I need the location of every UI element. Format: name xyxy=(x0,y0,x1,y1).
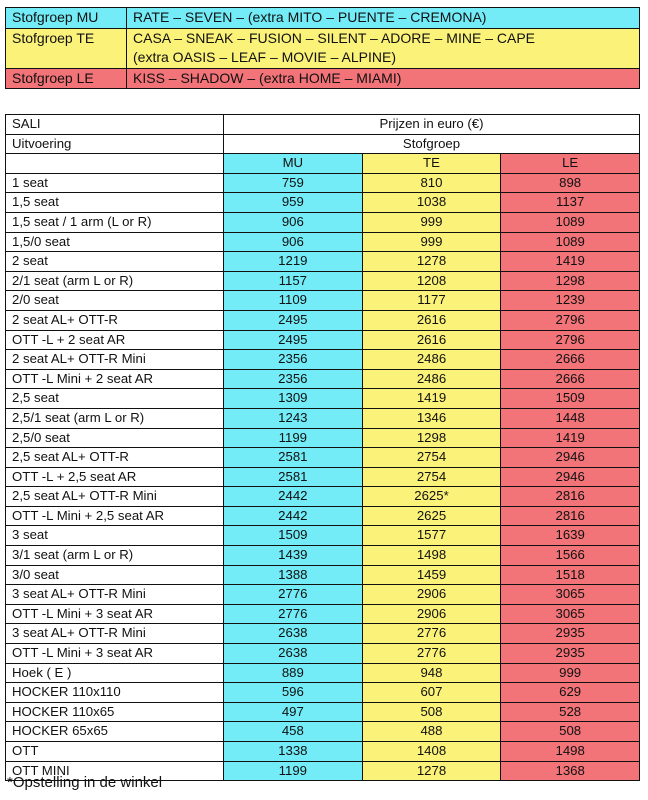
price-mu: 458 xyxy=(224,722,363,742)
price-mu: 2776 xyxy=(224,604,363,624)
price-te: 2486 xyxy=(362,350,501,370)
variant-name: 2,5 seat AL+ OTT-R Mini xyxy=(6,487,224,507)
price-le: 1137 xyxy=(501,193,640,213)
variant-name: HOCKER 110x65 xyxy=(6,702,224,722)
price-mu: 2495 xyxy=(224,330,363,350)
table-row xyxy=(6,350,640,370)
table-row xyxy=(6,448,640,468)
price-mu: 2442 xyxy=(224,487,363,507)
price-le: 2935 xyxy=(501,624,640,644)
fabric-group-row xyxy=(6,8,640,29)
variant-name: OTT -L Mini + 2,5 seat AR xyxy=(6,506,224,526)
table-row xyxy=(6,526,640,546)
price-table xyxy=(5,114,640,781)
column-header-le: LE xyxy=(501,154,640,174)
price-mu: 497 xyxy=(224,702,363,722)
variant-name: 3/1 seat (arm L or R) xyxy=(6,546,224,566)
variant-name: 2/1 seat (arm L or R) xyxy=(6,271,224,291)
fabric-group-label: Stofgroep MU xyxy=(6,8,127,29)
price-le: 2666 xyxy=(501,369,640,389)
variant-name: 1 seat xyxy=(6,173,224,193)
table-row xyxy=(6,467,640,487)
price-te: 2625* xyxy=(362,487,501,507)
table-row xyxy=(6,212,640,232)
price-te: 999 xyxy=(362,232,501,252)
price-te: 810 xyxy=(362,173,501,193)
price-le: 1639 xyxy=(501,526,640,546)
price-mu: 906 xyxy=(224,212,363,232)
fabric-group-models xyxy=(127,28,640,68)
table-row xyxy=(6,428,640,448)
header-row-variant xyxy=(6,134,640,154)
price-le: 1518 xyxy=(501,565,640,585)
price-te: 2625 xyxy=(362,506,501,526)
price-mu: 1199 xyxy=(224,761,363,781)
header-row-columns xyxy=(6,154,640,174)
price-le: 1089 xyxy=(501,232,640,252)
price-le: 1239 xyxy=(501,291,640,311)
variant-name: 2,5 seat xyxy=(6,389,224,409)
group-header: Stofgroep xyxy=(224,134,640,154)
price-te: 1208 xyxy=(362,271,501,291)
price-te: 1298 xyxy=(362,428,501,448)
fabric-group-line: RATE – SEVEN – (extra MITO – PUENTE – CREMONA) xyxy=(133,9,487,25)
column-header-mu: MU xyxy=(224,154,363,174)
price-mu: 2356 xyxy=(224,369,363,389)
price-mu: 596 xyxy=(224,683,363,703)
variant-name: 2/0 seat xyxy=(6,291,224,311)
price-le: 1448 xyxy=(501,408,640,428)
fabric-group-row xyxy=(6,68,640,89)
variant-name: OTT -L Mini + 3 seat AR xyxy=(6,644,224,664)
price-le: 528 xyxy=(501,702,640,722)
price-mu: 889 xyxy=(224,663,363,683)
variant-name: 3 seat AL+ OTT-R Mini xyxy=(6,585,224,605)
price-mu: 2581 xyxy=(224,448,363,468)
price-te: 2776 xyxy=(362,624,501,644)
table-row xyxy=(6,546,640,566)
table-row xyxy=(6,369,640,389)
price-mu: 1509 xyxy=(224,526,363,546)
fabric-group-line: (extra OASIS – LEAF – MOVIE – ALPINE) xyxy=(133,49,396,65)
price-le: 1498 xyxy=(501,742,640,762)
price-mu: 906 xyxy=(224,232,363,252)
table-row xyxy=(6,663,640,683)
table-row xyxy=(6,389,640,409)
price-te: 1177 xyxy=(362,291,501,311)
price-te: 1459 xyxy=(362,565,501,585)
table-row xyxy=(6,291,640,311)
fabric-group-label: Stofgroep TE xyxy=(6,28,127,68)
variant-name: 2 seat AL+ OTT-R Mini xyxy=(6,350,224,370)
price-te: 2616 xyxy=(362,310,501,330)
variant-name: 3 seat AL+ OTT-R Mini xyxy=(6,624,224,644)
table-row xyxy=(6,173,640,193)
price-le: 1419 xyxy=(501,428,640,448)
price-te: 2754 xyxy=(362,448,501,468)
variant-name: Hoek ( E ) xyxy=(6,663,224,683)
price-mu: 1157 xyxy=(224,271,363,291)
variant-name: 3 seat xyxy=(6,526,224,546)
table-row xyxy=(6,310,640,330)
price-te: 1498 xyxy=(362,546,501,566)
price-le: 508 xyxy=(501,722,640,742)
table-row xyxy=(6,330,640,350)
variant-name: 2,5 seat AL+ OTT-R xyxy=(6,448,224,468)
price-te: 2776 xyxy=(362,644,501,664)
variant-name: OTT xyxy=(6,742,224,762)
header-row-model xyxy=(6,115,640,135)
price-te: 508 xyxy=(362,702,501,722)
price-le: 2946 xyxy=(501,448,640,468)
variant-name: 2 seat xyxy=(6,252,224,272)
variant-name: 1,5 seat xyxy=(6,193,224,213)
table-row xyxy=(6,644,640,664)
price-mu: 2581 xyxy=(224,467,363,487)
table-row xyxy=(6,487,640,507)
variant-name: HOCKER 110x110 xyxy=(6,683,224,703)
table-row xyxy=(6,585,640,605)
variant-name: 1,5/0 seat xyxy=(6,232,224,252)
price-le: 629 xyxy=(501,683,640,703)
prices-header: Prijzen in euro (€) xyxy=(224,115,640,135)
fabric-group-label: Stofgroep LE xyxy=(6,68,127,89)
variant-name: 2 seat AL+ OTT-R xyxy=(6,310,224,330)
table-row xyxy=(6,722,640,742)
column-header-te: TE xyxy=(362,154,501,174)
price-te: 607 xyxy=(362,683,501,703)
price-te: 999 xyxy=(362,212,501,232)
price-le: 2796 xyxy=(501,310,640,330)
price-mu: 1219 xyxy=(224,252,363,272)
price-mu: 959 xyxy=(224,193,363,213)
price-le: 1419 xyxy=(501,252,640,272)
price-te: 2754 xyxy=(362,467,501,487)
price-le: 3065 xyxy=(501,604,640,624)
price-te: 1419 xyxy=(362,389,501,409)
price-mu: 2638 xyxy=(224,644,363,664)
price-le: 2816 xyxy=(501,506,640,526)
variant-name: 2,5/0 seat xyxy=(6,428,224,448)
price-te: 2906 xyxy=(362,585,501,605)
table-row xyxy=(6,702,640,722)
fabric-group-models xyxy=(127,68,640,89)
fabric-group-line: CASA – SNEAK – FUSION – SILENT – ADORE – MINE – CAPE xyxy=(133,29,535,46)
price-te: 1577 xyxy=(362,526,501,546)
variant-name: 1,5 seat / 1 arm (L or R) xyxy=(6,212,224,232)
price-le: 2946 xyxy=(501,467,640,487)
price-le: 898 xyxy=(501,173,640,193)
variant-label: Uitvoering xyxy=(6,134,224,154)
table-row xyxy=(6,408,640,428)
price-mu: 1109 xyxy=(224,291,363,311)
price-te: 1278 xyxy=(362,761,501,781)
empty-header-cell xyxy=(6,154,224,174)
price-te: 1346 xyxy=(362,408,501,428)
table-row xyxy=(6,604,640,624)
table-row xyxy=(6,565,640,585)
fabric-group-row xyxy=(6,28,640,68)
fabric-group-models xyxy=(127,8,640,29)
variant-name: OTT -L + 2 seat AR xyxy=(6,330,224,350)
price-le: 999 xyxy=(501,663,640,683)
table-row xyxy=(6,232,640,252)
price-mu: 2638 xyxy=(224,624,363,644)
price-le: 1298 xyxy=(501,271,640,291)
price-mu: 1439 xyxy=(224,546,363,566)
table-row xyxy=(6,683,640,703)
price-le: 1509 xyxy=(501,389,640,409)
price-te: 1408 xyxy=(362,742,501,762)
price-mu: 2356 xyxy=(224,350,363,370)
price-te: 488 xyxy=(362,722,501,742)
price-mu: 2442 xyxy=(224,506,363,526)
price-mu: 1309 xyxy=(224,389,363,409)
price-te: 2486 xyxy=(362,369,501,389)
fabric-groups-table xyxy=(5,7,640,89)
fabric-group-line: KISS – SHADOW – (extra HOME – MIAMI) xyxy=(133,69,402,86)
price-te: 1038 xyxy=(362,193,501,213)
variant-name: OTT -L Mini + 3 seat AR xyxy=(6,604,224,624)
variant-name: HOCKER 65x65 xyxy=(6,722,224,742)
price-te: 1278 xyxy=(362,252,501,272)
footnote: *Opstelling in de winkel xyxy=(7,774,163,791)
price-mu: 759 xyxy=(224,173,363,193)
price-le: 2816 xyxy=(501,487,640,507)
price-mu: 2776 xyxy=(224,585,363,605)
table-row xyxy=(6,506,640,526)
model-name: SALI xyxy=(6,115,224,135)
variant-name: 2,5/1 seat (arm L or R) xyxy=(6,408,224,428)
variant-name: OTT MINI xyxy=(6,761,224,781)
price-le: 2935 xyxy=(501,644,640,664)
price-le: 3065 xyxy=(501,585,640,605)
price-le: 2666 xyxy=(501,350,640,370)
price-te: 2616 xyxy=(362,330,501,350)
price-le: 2796 xyxy=(501,330,640,350)
table-row xyxy=(6,193,640,213)
price-te: 948 xyxy=(362,663,501,683)
variant-name: OTT -L Mini + 2 seat AR xyxy=(6,369,224,389)
price-le: 1566 xyxy=(501,546,640,566)
price-te: 2906 xyxy=(362,604,501,624)
price-mu: 2495 xyxy=(224,310,363,330)
price-le: 1368 xyxy=(501,761,640,781)
price-mu: 1199 xyxy=(224,428,363,448)
table-row xyxy=(6,742,640,762)
table-row xyxy=(6,252,640,272)
table-row xyxy=(6,624,640,644)
price-le: 1089 xyxy=(501,212,640,232)
variant-name: 3/0 seat xyxy=(6,565,224,585)
price-mu: 1338 xyxy=(224,742,363,762)
price-mu: 1243 xyxy=(224,408,363,428)
variant-name: OTT -L + 2,5 seat AR xyxy=(6,467,224,487)
price-mu: 1388 xyxy=(224,565,363,585)
table-row xyxy=(6,271,640,291)
